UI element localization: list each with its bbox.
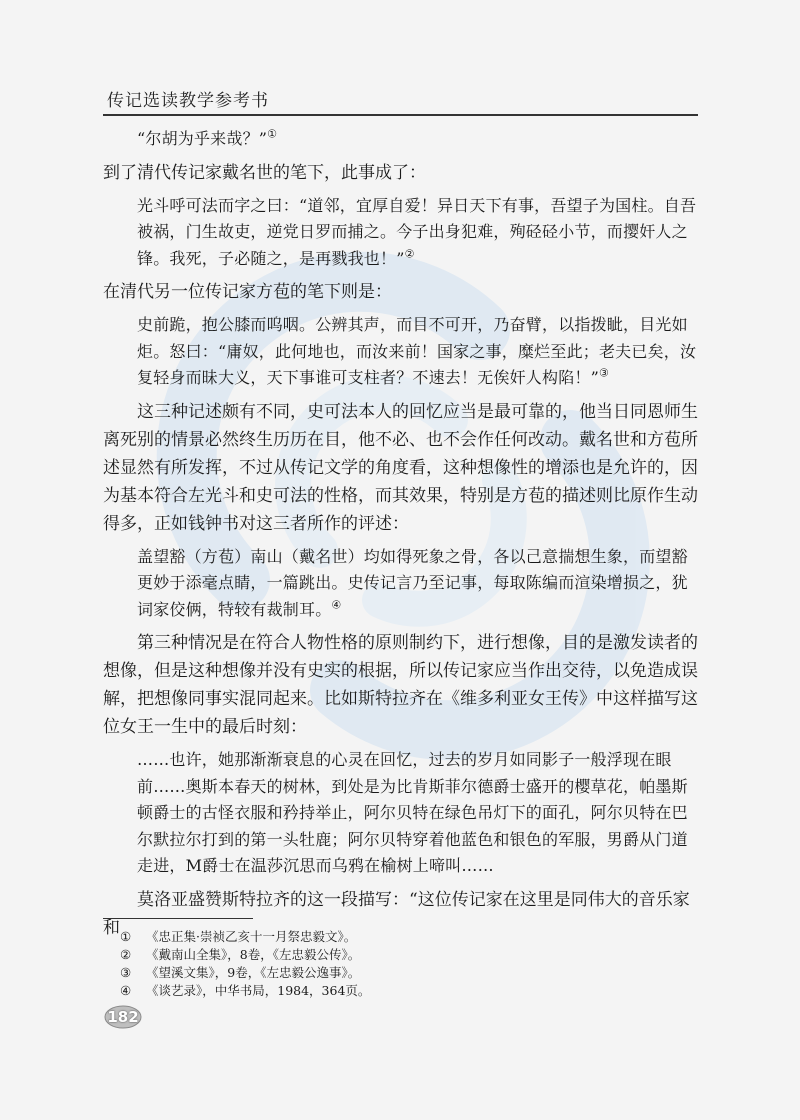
footnotes bbox=[120, 928, 680, 1000]
header-rule bbox=[103, 114, 698, 116]
quote-block: 史前跪，抱公膝而呜咽。公辨其声，而目不可开，乃奋臂，以指拨眦，目光如炬。怒曰：“庸奴，此何地也，而汝来前！国家之事，糜烂至此；老夫已矣，汝复轻身而昧大义，天下事谁可支柱者？不速去！无俟奸人构陷！”③ bbox=[137, 315, 697, 387]
quote-block: ……也许，她那渐渐衰息的心灵在回忆，过去的岁月如同影子一般浮现在眼前……奥斯本春天的树林，到处是为比肯斯菲尔德爵士盛开的樱草花，帕墨斯顿爵士的古怪衣服和矜持举止，阿尔贝特在绿色吊灯下的面孔，阿尔贝特在巴尔默拉尔打到的第一头牡鹿；阿尔贝特穿着他蓝色和银色的军服，男爵从门道走进，M爵士在温莎沉思而乌鸦在榆树上啼叫…… bbox=[137, 750, 688, 875]
footnote-item: ③ 《望溪文集》，9卷，《左忠毅公逸事》。 bbox=[120, 965, 361, 980]
running-header-title: 传记选读教学参考书 bbox=[107, 91, 269, 111]
quote-block: 光斗呼可法而字之曰：“道邻，宜厚自爱！异日天下有事，吾望子为国柱。自吾被祸，门生故吏，逆党日罗而捕之。今子出身犯难，殉硁硁小节，而撄奸人之锋。我死，子必随之，是再戮我也！”② bbox=[137, 195, 697, 268]
quote-block: “尔胡为乎来哉？”① bbox=[137, 127, 278, 148]
paragraph: 莫洛亚盛赞斯特拉齐的这一段描写：“这位传记家在这里是同伟大的音乐家和 bbox=[103, 889, 690, 938]
footnote-item: ② 《戴南山全集》，8卷，《左忠毅公传》。 bbox=[120, 947, 361, 962]
page-body bbox=[103, 122, 699, 942]
footnote-item: ① 《忠正集·崇祯乙亥十一月祭忠毅文》。 bbox=[120, 929, 357, 944]
quote-block: 盖望豁（方苞）南山（戴名世）均如得死象之骨，各以己意揣想生象，而望豁更妙于添毫点睛，一篇跳出。史传记言乃至记事，每取陈编而渲染增损之，犹词家佼俩，特较有裁制耳。④ bbox=[137, 546, 688, 619]
page-number: 182 bbox=[103, 1004, 143, 1030]
paragraph: 第三种情况是在符合人物性格的原则制约下，进行想像，目的是激发读者的想像，但是这种想像并没有史实的根据，所以传记家应当作出交待，以免造成误解，把想像同事实混同起来。比如斯特拉齐在《维多利亚女王传》中这样描写这位女王一生中的最后时刻： bbox=[103, 633, 698, 737]
footnote-rule bbox=[103, 918, 253, 919]
paragraph: 到了清代传记家戴名世的笔下，此事成了： bbox=[103, 162, 426, 183]
footnote-item: ④ 《谈艺录》，中华书局，1984，364页。 bbox=[120, 983, 371, 998]
paragraph: 在清代另一位传记家方苞的笔下则是： bbox=[103, 282, 392, 302]
paragraph: 这三种记述颇有不同，史可法本人的回忆应当是最可靠的，他当日同恩师生离死别的情景必然终生历历在目，他不必、也不会作任何改动。戴名世和方苞所述显然有所发挥，不过从传记文学的角度看，这种想像性的增添也是允许的，因为基本符合左光斗和史可法的性格，而其效果，特别是方苞的描述则比原作生动得多，正如钱钟书对这三者所作的评述： bbox=[103, 401, 698, 534]
